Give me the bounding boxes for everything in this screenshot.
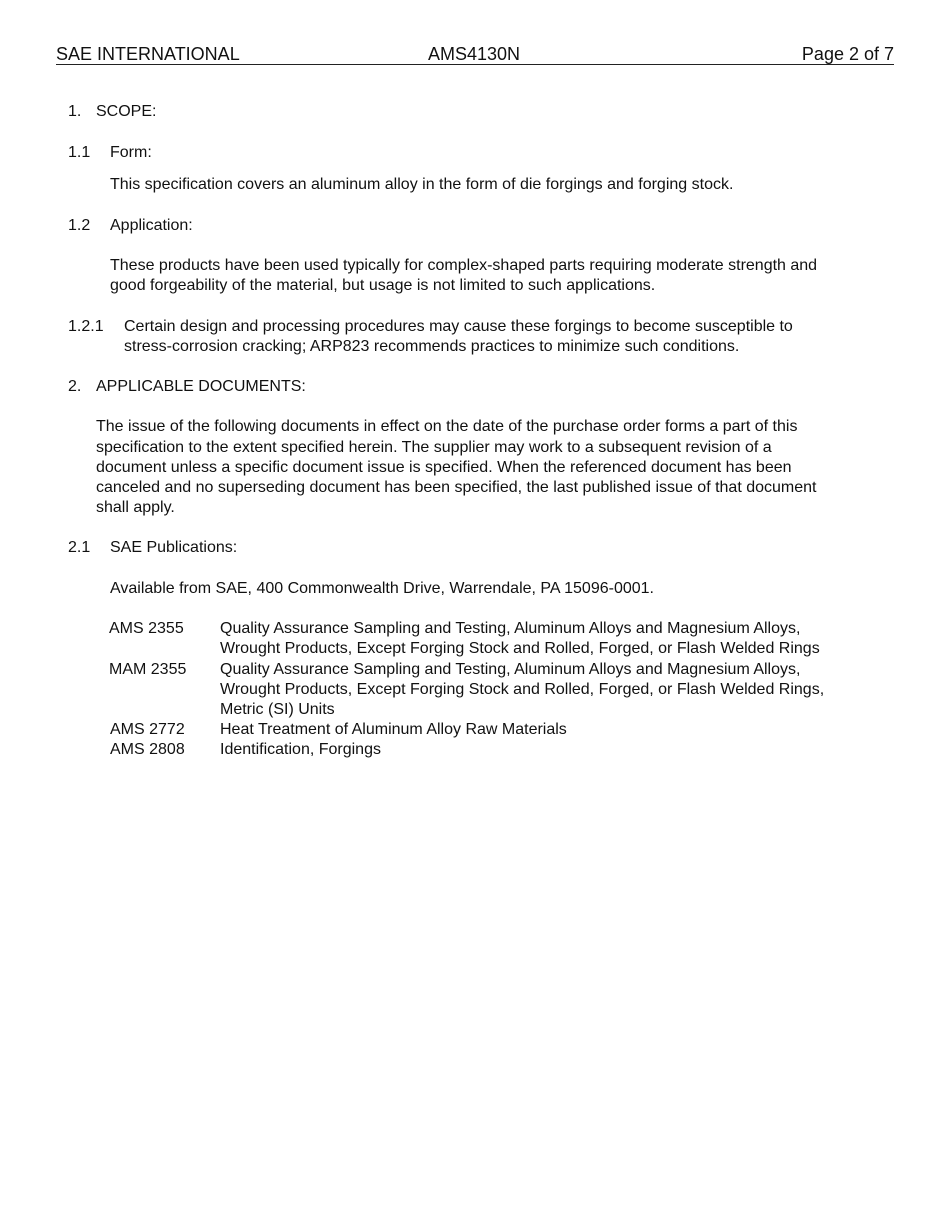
section-number: 1.2 — [68, 217, 91, 234]
reference-title-line: Quality Assurance Sampling and Testing, Aluminum Alloys and Magnesium Alloys, — [220, 661, 801, 678]
header-page-number: Page 2 of 7 — [801, 44, 894, 64]
reference-title-line: Wrought Products, Except Forging Stock and Rolled, Forged, or Flash Welded Rings — [220, 640, 820, 657]
header-organization: SAE INTERNATIONAL — [56, 44, 240, 64]
section-number: 1.2.1 — [68, 318, 104, 335]
paragraph-line: This specification covers an aluminum alloy in the form of die forgings and forging stock. — [110, 176, 734, 193]
section-title: APPLICABLE DOCUMENTS: — [96, 378, 306, 395]
section-number: 1.1 — [68, 144, 91, 161]
reference-title-line: Heat Treatment of Aluminum Alloy Raw Materials — [220, 721, 567, 738]
header-document-number: AMS4130N — [428, 44, 521, 64]
paragraph-line: good forgeability of the material, but usage is not limited to such applications. — [110, 277, 656, 294]
paragraph-line: The issue of the following documents in effect on the date of the purchase order forms a part of this — [96, 418, 798, 435]
paragraph-line: stress-corrosion cracking; ARP823 recommends practices to minimize such conditions. — [124, 338, 740, 355]
reference-code: MAM 2355 — [109, 661, 187, 678]
reference-code: AMS 2808 — [110, 741, 185, 758]
availability-statement: Available from SAE, 400 Commonwealth Drive, Warrendale, PA 15096-0001. — [110, 580, 654, 597]
reference-code: AMS 2772 — [110, 721, 185, 738]
section-title: SAE Publications: — [110, 539, 238, 556]
reference-title-line: Quality Assurance Sampling and Testing, Aluminum Alloys and Magnesium Alloys, — [220, 620, 801, 637]
paragraph-line: specification to the extent specified herein. The supplier may work to a subsequent revision of a — [96, 439, 772, 456]
section-number: 2. — [68, 378, 82, 395]
paragraph-line: These products have been used typically for complex-shaped parts requiring moderate strength and — [110, 257, 818, 274]
page-header — [56, 44, 894, 65]
paragraph-line: Certain design and processing procedures may cause these forgings to become susceptible to — [124, 318, 793, 335]
paragraph-line: canceled and no superseding document has been specified, the last published issue of that document — [96, 479, 817, 496]
paragraph-line: document unless a specific document issue is specified. When the referenced document has been — [96, 459, 792, 476]
reference-code: AMS 2355 — [109, 620, 184, 637]
reference-title-line: Identification, Forgings — [220, 741, 381, 758]
reference-title-line: Wrought Products, Except Forging Stock and Rolled, Forged, or Flash Welded Rings, — [220, 681, 825, 698]
section-title: Form: — [110, 144, 152, 161]
section-number: 2.1 — [68, 539, 91, 556]
section-title: Application: — [110, 217, 193, 234]
section-title: SCOPE: — [96, 103, 157, 120]
reference-title-line: Metric (SI) Units — [220, 701, 335, 718]
paragraph-line: shall apply. — [96, 499, 175, 516]
section-number: 1. — [68, 103, 82, 120]
